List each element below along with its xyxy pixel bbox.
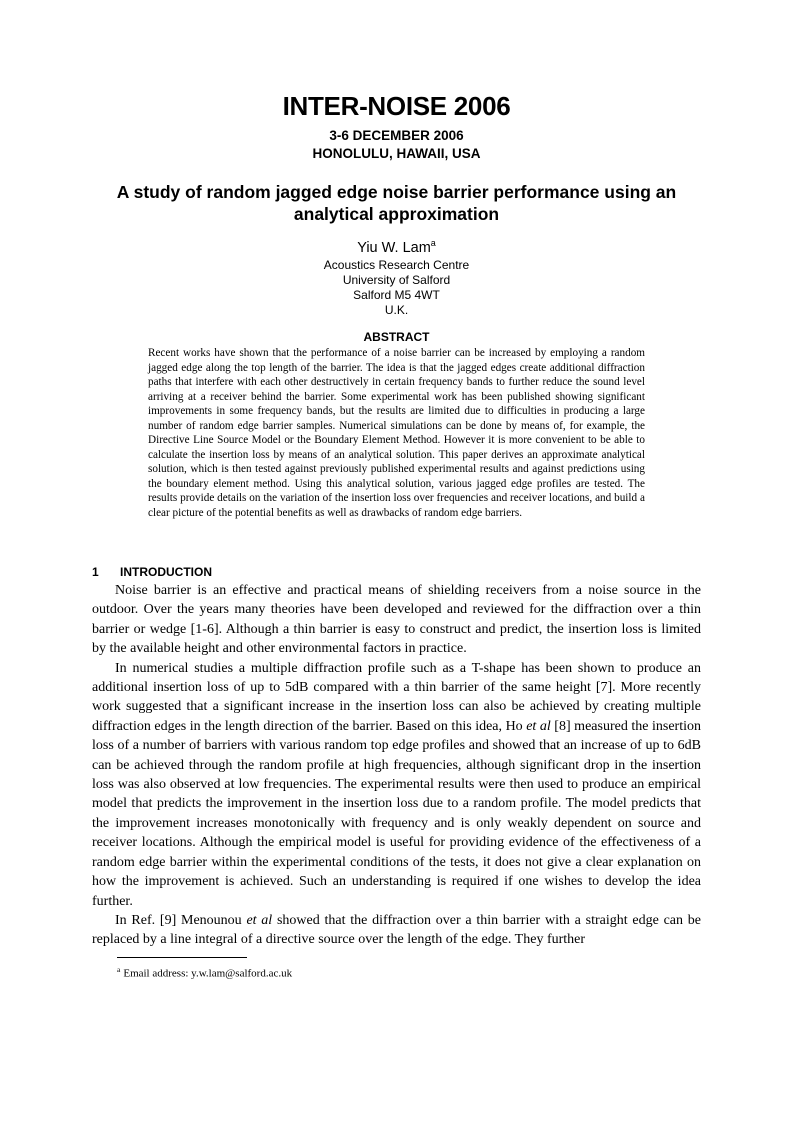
footnote-text: Email address: y.w.lam@salford.ac.uk bbox=[123, 967, 293, 980]
paragraph bbox=[92, 911, 701, 950]
section-heading bbox=[92, 565, 212, 579]
paper-title: A study of random jagged edge noise barrier performance using an analytical approximation bbox=[116, 182, 677, 224]
paragraph: Noise barrier is an effective and practical means of shielding receivers from a noise source in the outdoor. Over the years many theories have been developed and reviewed for the diffraction over a thin barrier or wedge [1-6]. Although a thin barrier is easy to construct and predict, the insertion loss is limited by the available height and other environmental factors in practice. bbox=[92, 583, 701, 657]
footnote bbox=[117, 965, 292, 980]
conference-location: HONOLULU, HAWAII, USA bbox=[312, 146, 481, 161]
abstract-text: Recent works have shown that the performance of a noise barrier can be increased by employing a random jagged edge along the top length of the barrier. The idea is that the jagged edges create additional diffraction paths that interfere with each other destructively in certain frequency bands to further reduce the sound level arriving at a receiver behind the barrier. Some experimental work has been published showing significant improvements in some frequency bands, but the results are limited due to difficulties in producing a large number of random edge barrier samples. Numerical simulations can be done by means of, for example, the Directive Line Source Model or the Boundary Element Method. However it is more convenient to be able to calculate the insertion loss by means of an analytical solution. This paper derives an approximate analytical solution, which is then tested against previously published experimental results and against predictions using the boundary element method. Using this analytical solution, various jagged edge profiles are tested. The results provide details on the variation of the insertion loss over frequencies and receiver locations, and build a clear picture of the potential benefits as well as drawbacks of random edge barriers. bbox=[148, 347, 645, 520]
text-run: showed that the diffraction over a thin barrier with a straight edge can be replaced by a line integral of a directive source over the length of the edge. They further bbox=[92, 912, 701, 948]
paragraph bbox=[92, 659, 701, 911]
author-name-text: Yiu W. Lam bbox=[357, 239, 431, 256]
section-number: 1 bbox=[92, 565, 99, 579]
affiliation-line: Salford M5 4WT bbox=[353, 288, 440, 302]
text-run: [8] measured the insertion loss of a number of barriers with various random top edge profiles and showed that an increase of up to 6dB can be achieved through the random profile at high frequencies, although significant drop in the insertion loss was also observed at low frequencies. The experimental results were then used to produce an empirical model that predicts the improvement in the insertion loss due to a random profile. The model predicts that the improvement increases monotonically with frequency and is only weakly dependent on source and receiver locations. Although the empirical model is useful for providing evidence of the effectiveness of a random edge barrier within the experimental conditions of the tests, it does not give a clear explanation on how the improvement is achieved. Such an understanding is required if one wishes to develop the idea further. bbox=[92, 718, 701, 909]
author-name bbox=[0, 238, 793, 256]
conference-title: INTER-NOISE 2006 bbox=[282, 91, 511, 121]
italic-text: et al bbox=[246, 912, 273, 928]
affiliation-line: University of Salford bbox=[342, 273, 451, 287]
affiliation-line: U.K. bbox=[384, 303, 409, 317]
abstract-heading: ABSTRACT bbox=[363, 330, 430, 344]
italic-text: et al bbox=[526, 718, 551, 734]
body-text bbox=[92, 581, 701, 950]
affiliation-line: Acoustics Research Centre bbox=[323, 258, 470, 272]
footnote-marker: a bbox=[117, 965, 121, 974]
author-footnote-marker: a bbox=[430, 238, 436, 248]
footnote-divider bbox=[117, 957, 247, 958]
text-run: In Ref. [9] Menounou bbox=[115, 912, 247, 928]
conference-dates: 3-6 DECEMBER 2006 bbox=[329, 128, 464, 143]
text-run: In numerical studies a multiple diffraction profile such as a T-shape has been shown to produce an additional insertion loss of up to 5dB compared with a thin barrier of the same height [7]. More recently work suggested that a significant increase in the insertion loss can also be achieved by creating multiple diffraction edges in the length direction of the barrier. Based on this idea, Ho bbox=[92, 660, 701, 734]
section-title: INTRODUCTION bbox=[120, 565, 212, 579]
